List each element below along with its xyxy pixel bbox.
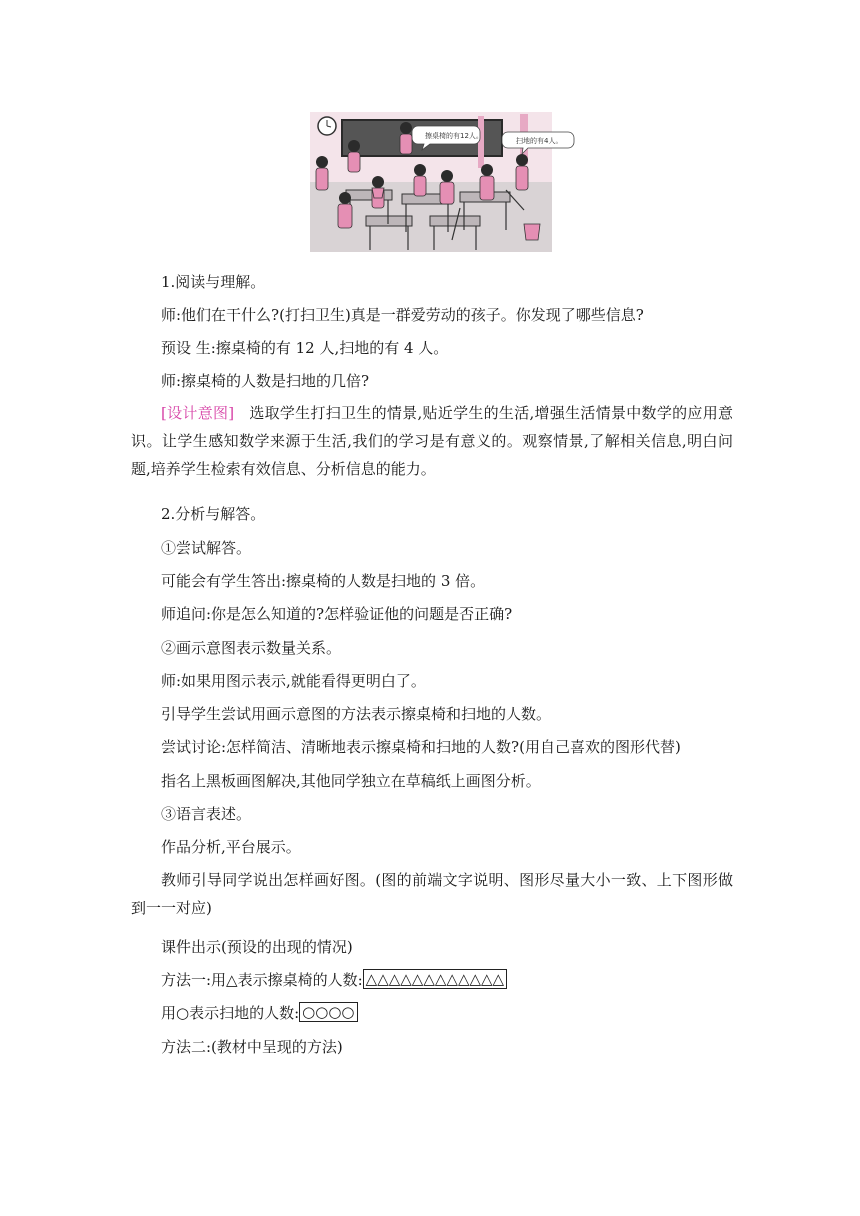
design-intent-text: 选取学生打扫卫生的情景,贴近学生的生活,增强生活情景中数学的应用意识。让学生感知数学来源于生活,我们的学习是有意义的。观察情景,了解相关信息,明白问题,培养学生检索有效信息、分析信息的能力。 xyxy=(131,404,733,478)
teacher-diagram-remark: 师:如果用图示表示,就能看得更明白了。 xyxy=(161,672,426,690)
step-draw-diagram: ②画示意图表示数量关系。 xyxy=(161,639,342,657)
step-try-answer: ①尝试解答。 xyxy=(161,539,252,557)
guide-students: 引导学生尝试用画示意图的方法表示擦桌椅和扫地的人数。 xyxy=(161,705,552,723)
circle-method-line xyxy=(131,999,763,1027)
classroom-scene-image xyxy=(310,112,563,252)
bucket-icon xyxy=(524,224,540,240)
triangle-diagram-box: △△△△△△△△△△△△ xyxy=(363,969,507,989)
teacher-guide-paragraph: 教师引导同学说出怎样画好图。(图的前端文字说明、图形尽量大小一致、上下图形做到一一对应) xyxy=(131,871,733,917)
courseware-display: 课件出示(预设的出现的情况) xyxy=(161,938,353,956)
discussion-prompt: 尝试讨论:怎样简洁、清晰地表示擦桌椅和扫地的人数?(用自己喜欢的图形代替) xyxy=(161,738,681,756)
teacher-question: 师:他们在干什么?(打扫卫生)真是一群爱劳动的孩子。你发现了哪些信息? xyxy=(161,306,644,324)
circle-method-label: 用○表示扫地的人数: xyxy=(161,1004,300,1022)
blackboard-instruction: 指名上黑板画图解决,其他同学独立在草稿纸上画图分析。 xyxy=(161,772,541,790)
preset-answer: 预设 生:擦桌椅的有 12 人,扫地的有 4 人。 xyxy=(161,339,449,357)
step-verbal-expression: ③语言表述。 xyxy=(161,805,252,823)
section-analysis-heading: 2.分析与解答。 xyxy=(161,505,266,523)
bubble-left-text: 擦桌椅的有12人。 xyxy=(425,132,483,140)
teacher-followup: 师追问:你是怎么知道的?怎样验证他的问题是否正确? xyxy=(161,605,513,623)
bubble-right-text: 扫地的有4人。 xyxy=(516,137,563,145)
circle-diagram-box: ○○○○ xyxy=(299,1002,357,1022)
work-analysis: 作品分析,平台展示。 xyxy=(161,838,301,856)
design-intent-paragraph xyxy=(131,399,733,483)
method-one-label: 方法一:用△表示擦桌椅的人数: xyxy=(161,971,363,989)
method-two-line: 方法二:(教材中呈现的方法) xyxy=(161,1038,343,1056)
design-intent-tag: [设计意图] xyxy=(161,404,235,422)
classroom-cleaning-illustration xyxy=(310,112,563,252)
teacher-multiple-question: 师:擦桌椅的人数是扫地的几倍? xyxy=(161,372,370,390)
possible-answer: 可能会有学生答出:擦桌椅的人数是扫地的 3 倍。 xyxy=(161,572,486,590)
section-reading-heading: 1.阅读与理解。 xyxy=(161,273,266,291)
method-one-line xyxy=(131,966,763,994)
